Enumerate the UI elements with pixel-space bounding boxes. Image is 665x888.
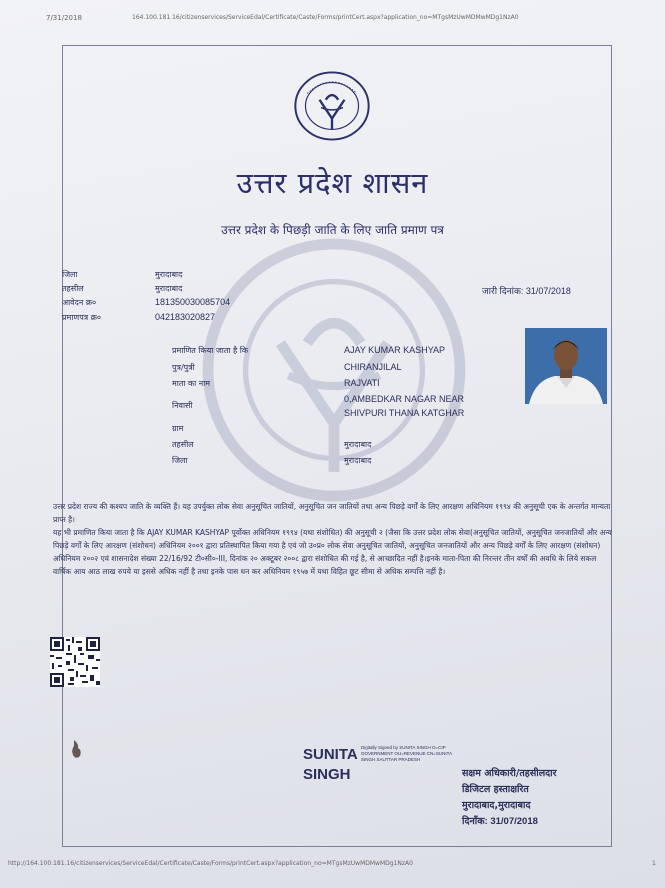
applicant-photo: [525, 328, 607, 404]
village-label: ग्राम: [172, 424, 184, 433]
signatory-name: [303, 745, 358, 785]
application-number-label: आवेदन क्र०: [62, 298, 97, 307]
qr-code: [50, 637, 100, 687]
certificate-subtitle: उत्तर प्रदेश के पिछड़ी जाति के लिए जाति प्रमाण पत्र: [221, 223, 444, 237]
browser-page-number: 1: [652, 860, 656, 867]
mother-label: माता का नाम: [172, 379, 211, 388]
issuing-officer-block: [462, 766, 612, 830]
browser-print-url-top: 164.100.181.16/citizenservices/ServiceEdal/Certificate/Caste/Forms/printCert.aspx?application_no=MTgsMzUwMDMwMDg1NzA0: [132, 14, 519, 21]
signatory-name-line-1: SUNITA: [303, 746, 358, 763]
certificate-body: [53, 500, 613, 578]
browser-print-url-bottom: http://164.100.181.16/citizenservices/ServiceEdal/Certificate/Caste/Forms/printCert.aspx?application_no=MTgsMzUwMDMwMDg1NzA0: [8, 860, 413, 867]
address-line-2: SHIVPURI THANA KATGHAR: [344, 408, 465, 418]
certificate-number-label: प्रमाणपत्र क्र०: [62, 313, 101, 322]
officer-date: दिनाँक: 31/07/2018: [462, 816, 538, 827]
officer-location: मुरादाबाद,मुरादाबाद: [462, 800, 531, 811]
resident-label: निवासी: [172, 401, 193, 410]
certificate-title: उत्तर प्रदेश शासन: [236, 166, 429, 200]
father-name: CHIRANJILAL: [344, 362, 402, 372]
person-district-value: मुरादाबाद: [344, 456, 372, 465]
district-label: जिला: [62, 270, 78, 279]
tehsil-value: मुरादाबाद: [155, 284, 183, 293]
tehsil-label: तहसील: [62, 284, 84, 293]
certificate-number: 042183020827: [155, 312, 216, 322]
browser-print-date: 7/31/2018: [46, 14, 82, 22]
officer-designation: सक्षम अधिकारी/तहसीलदार: [462, 768, 557, 779]
digital-signature-details: Digitally Signed by SUNITA SINGH O=CIP GOVERNMENT OU=REVENUE CN=SUNITA SINGH SAUTTAR PRADESH: [361, 745, 452, 762]
ink-stain: [70, 738, 86, 760]
district-value: मुरादाबाद: [155, 270, 183, 279]
person-tehsil-value: मुरादाबाद: [344, 440, 372, 449]
mother-name: RAJVATI: [344, 378, 380, 388]
person-district-label: जिला: [172, 456, 188, 465]
signatory-name-line-2: SINGH: [303, 766, 351, 783]
applicant-name: AJAY KUMAR KASHYAP: [344, 345, 446, 355]
body-paragraph-2: यह भी प्रमाणित किया जाता है कि AJAY KUMAR KASHYAP पूर्वोक्त अधिनियम १९९४ (यथा संशोधित) की अनुसूची २ (जैसा कि उत्तर प्रदेश लोक सेवा(अनुसूचित जातियों, अनुसूचित जनजातियों और अन्य पिछड़े वर्गों के लिए आरक्षण (संशोधन) अधिनियम २००१ द्वारा प्रतिस्थापित किया गया है एवं जो उ०प्र० लोक सेवा अनुसूचित जातियों, अनुसूचित जनजातियों और अन्य पिछड़े वर्गों के लिए आरक्षण (संशोधन) अधिनियम २००२ एवं शासनादेश संख्या 22/16/92 टी०सी०-III, दिनांक २० अक्टूबर २००८ द्वारा संशोधित की गई है, से आच्छादित नहीं है।इनके माता-पिता की निरन्तर तीन वर्षों की अवधि के लिये सकल वार्षिक आय आठ लाख रुपये या इससे अधिक नहीं है तथा इनके पास धन कर अधिनियम १९५७ में यथा विहित छूट सीमा से अधिक सम्पत्ति नहीं है।: [53, 528, 612, 576]
up-government-emblem: [293, 70, 371, 142]
officer-digital-signed: डिजिटल हस्ताक्षरित: [462, 784, 529, 795]
person-tehsil-label: तहसील: [172, 440, 194, 449]
issue-date: जारी दिनांक: 31/07/2018: [482, 286, 571, 296]
application-number: 181350030085704: [155, 297, 231, 307]
address-line-1: 0,AMBEDKAR NAGAR NEAR: [344, 394, 465, 404]
up-emblem-watermark: [200, 236, 468, 504]
father-label: पुत्र/पुत्री: [172, 363, 195, 372]
body-paragraph-1: उत्तर प्रदेश राज्य की कश्यप जाति के व्यक्ति हैं। यह उपर्युक्त लोक सेवा अनुसूचित जातियों, अनुसूचित जन जातियों तथा अन्य पिछड़े वर्गों के लिए आरक्षण अधिनियम १९९४ की अनुसूची एक के अन्तर्गत मान्यता प्राप्त है।: [53, 502, 611, 524]
certified-label: प्रमाणित किया जाता है कि: [172, 346, 249, 355]
